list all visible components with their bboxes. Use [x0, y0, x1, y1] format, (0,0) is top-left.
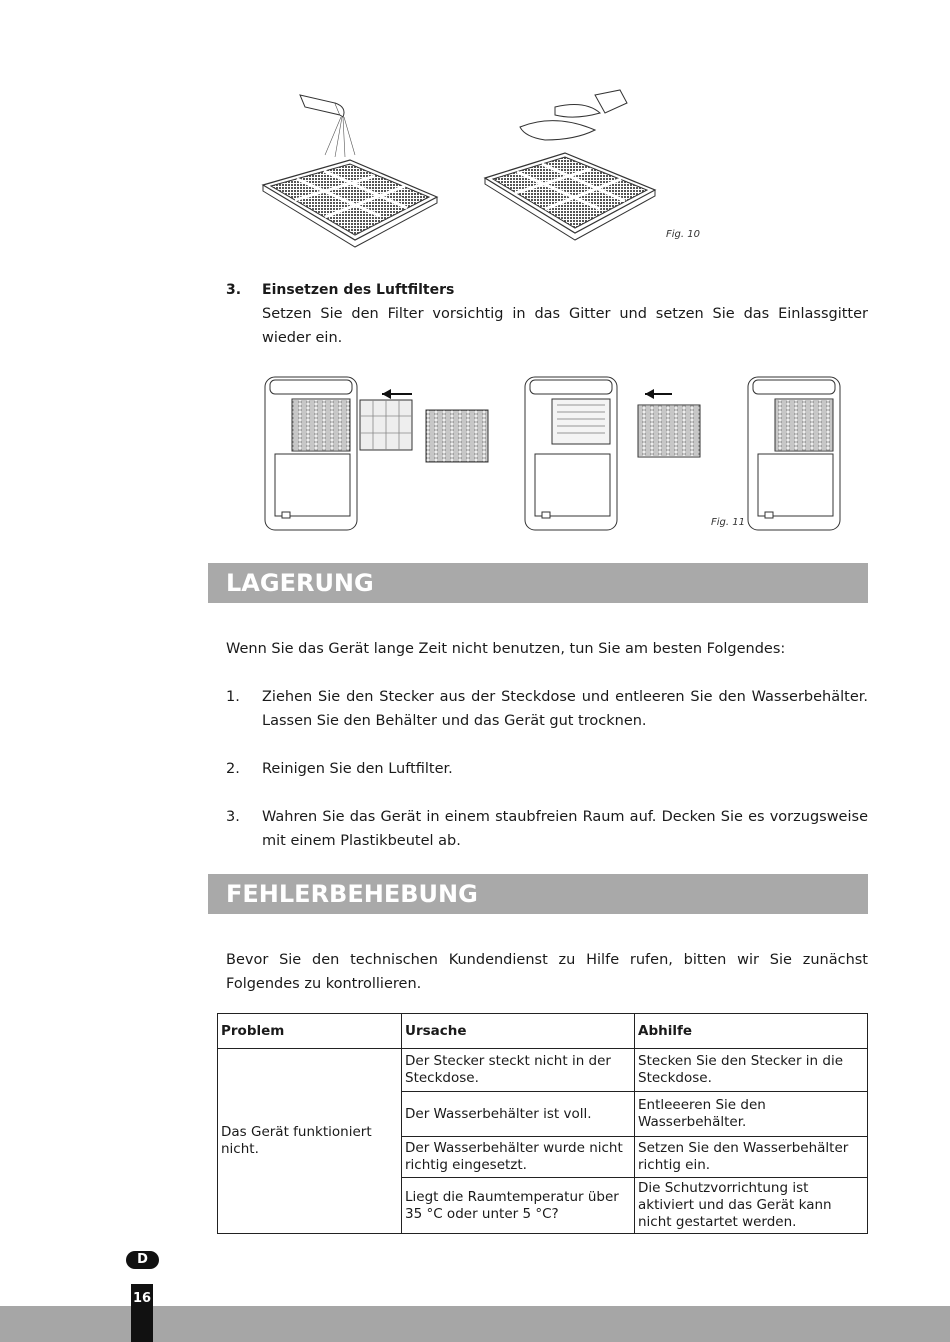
remedy-cell: Entleeeren Sie den Wasserbehälter.: [635, 1092, 868, 1137]
section-heading-fehlerbehebung: FEHLERBEHEBUNG: [208, 874, 868, 914]
inlet-grille-2: [638, 405, 700, 457]
remedy-cell: Stecken Sie den Stecker in die Steckdose.: [635, 1049, 868, 1092]
step-text: Setzen Sie den Filter vorsichtig in das Gitter und setzen Sie das Einlassgitter wieder ein.: [262, 306, 868, 346]
inlet-grille-1: [426, 410, 488, 462]
cause-cell: Der Wasserbehälter wurde nicht richtig eingesetzt.: [402, 1137, 635, 1178]
list-item: Wahren Sie das Gerät in einem staubfreien Raum auf. Decken Sie es vorzugsweise mit einem Plastikbeutel ab.: [262, 809, 868, 849]
cause-cell: Der Stecker steckt nicht in der Steckdose.: [402, 1049, 635, 1092]
filter-right: [485, 153, 655, 240]
section-heading-lagerung: LAGERUNG: [208, 563, 868, 603]
dehumidifier-unit-3: [748, 377, 840, 530]
dehumidifier-unit-1: [265, 377, 357, 530]
fig10-illustration: [255, 85, 665, 250]
problem-cell: Das Gerät funktioniert nicht.: [218, 1049, 402, 1234]
fig11-illustration: [260, 372, 845, 537]
step-number: 3.: [226, 282, 242, 298]
troubleshooting-table: [217, 1013, 868, 1234]
fig10-label: Fig. 10: [666, 229, 700, 240]
list-item-number: 2.: [226, 761, 240, 777]
step-title: Einsetzen des Luftfilters: [262, 282, 455, 298]
remedy-cell: Die Schutzvorrichtung ist aktiviert und das Gerät kann nicht gestartet werden.: [635, 1178, 868, 1234]
cause-cell: Liegt die Raumtemperatur über 35 °C oder unter 5 °C?: [402, 1178, 635, 1234]
arrow-left-icon: [382, 389, 412, 399]
filter-left: [263, 160, 437, 247]
list-item-number: 1.: [226, 689, 240, 705]
list-item-number: 3.: [226, 809, 240, 825]
header-cause: Ursache: [402, 1014, 635, 1049]
dehumidifier-unit-2: [525, 377, 617, 530]
language-badge: D: [126, 1251, 159, 1269]
cause-cell: Der Wasserbehälter ist voll.: [402, 1092, 635, 1137]
hose-icon: [300, 95, 355, 157]
list-item: Ziehen Sie den Stecker aus der Steckdose und entleeren Sie den Wasserbehälter. Lassen Sie den Behälter und das Gerät gut trocknen.: [262, 689, 868, 729]
list-item: Reinigen Sie den Luftfilter.: [262, 761, 453, 777]
table-row: [218, 1049, 868, 1092]
remedy-cell: Setzen Sie den Wasserbehälter richtig ein.: [635, 1137, 868, 1178]
arrow-left-icon: [645, 389, 672, 399]
water-pour-icon: [520, 90, 627, 140]
header-problem: Problem: [218, 1014, 402, 1049]
fig11-label: Fig. 11: [711, 517, 745, 528]
fehler-intro: Bevor Sie den technischen Kundendienst zu Hilfe rufen, bitten wir Sie zunächst Folgendes zu kontrollieren.: [226, 952, 868, 992]
table-header-row: [218, 1014, 868, 1049]
header-remedy: Abhilfe: [635, 1014, 868, 1049]
lagerung-intro: Wenn Sie das Gerät lange Zeit nicht benutzen, tun Sie am besten Folgendes:: [226, 641, 786, 657]
page-number: 16: [131, 1284, 153, 1342]
filter-mesh: [360, 400, 412, 450]
